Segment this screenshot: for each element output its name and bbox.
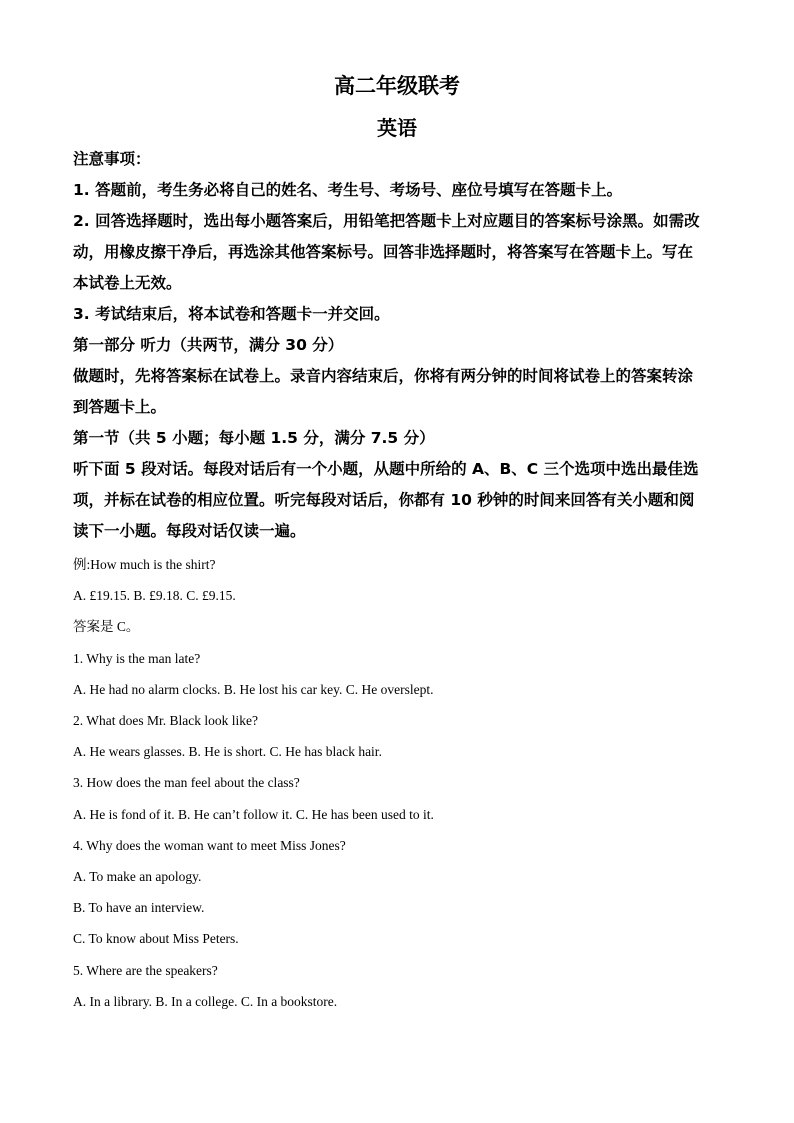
question-3-options: A. He is fond of it. B. He can’t follow it. C. He has been used to it.: [73, 807, 434, 822]
example-question: 例:How much is the shirt?: [73, 557, 216, 572]
question-3: 3. How does the man feel about the class?: [73, 775, 300, 790]
question-4-option-c: C. To know about Miss Peters.: [73, 931, 239, 946]
section1-heading: 第一节（共 5 小题；每小题 1.5 分，满分 7.5 分）: [73, 429, 435, 447]
question-2-options: A. He wears glasses. B. He is short. C. He has black hair.: [73, 744, 382, 759]
part1-heading: 第一部分 听力（共两节，满分 30 分）: [73, 336, 344, 354]
notice-item-2-line-1: 2. 回答选择题时，选出每小题答案后，用铅笔把答题卡上对应题目的答案标号涂黑。如需改: [73, 212, 700, 230]
notice-item-2-line-2: 动，用橡皮擦干净后，再选涂其他答案标号。回答非选择题时，将答案写在答题卡上。写在: [73, 243, 694, 261]
question-1-options: A. He had no alarm clocks. B. He lost his car key. C. He overslept.: [73, 682, 434, 697]
question-4-option-b: B. To have an interview.: [73, 900, 205, 915]
section1-instruction-line-2: 项，并标在试卷的相应位置。听完每段对话后，你都有 10 秒钟的时间来回答有关小题和阅: [73, 491, 695, 509]
question-4-option-a: A. To make an apology.: [73, 869, 202, 884]
question-2: 2. What does Mr. Black look like?: [73, 713, 258, 728]
exam-title: 高二年级联考: [334, 73, 460, 98]
section1-instruction-line-3: 读下一小题。每段对话仅读一遍。: [73, 522, 306, 540]
section1-instruction-line-1: 听下面 5 段对话。每段对话后有一个小题，从题中所给的 A、B、C 三个选项中选出最佳选: [73, 460, 699, 478]
example-answer: 答案是 C。: [73, 619, 140, 634]
part1-instruction-line-2: 到答题卡上。: [73, 398, 167, 416]
question-1: 1. Why is the man late?: [73, 651, 201, 666]
question-5: 5. Where are the speakers?: [73, 963, 218, 978]
notice-heading: 注意事项：: [73, 150, 151, 168]
notice-item-2-line-3: 本试卷上无效。: [73, 274, 182, 292]
example-options: A. £19.15. B. £9.18. C. £9.15.: [73, 588, 236, 603]
notice-item-3: 3. 考试结束后，将本试卷和答题卡一并交回。: [73, 305, 390, 323]
question-5-options: A. In a library. B. In a college. C. In a bookstore.: [73, 994, 338, 1009]
question-4: 4. Why does the woman want to meet Miss Jones?: [73, 838, 346, 853]
part1-instruction-line-1: 做题时，先将答案标在试卷上。录音内容结束后，你将有两分钟的时间将试卷上的答案转涂: [73, 367, 694, 385]
notice-item-1: 1. 答题前，考生务必将自己的姓名、考生号、考场号、座位号填写在答题卡上。: [73, 181, 623, 199]
subject-title: 英语: [377, 116, 417, 140]
